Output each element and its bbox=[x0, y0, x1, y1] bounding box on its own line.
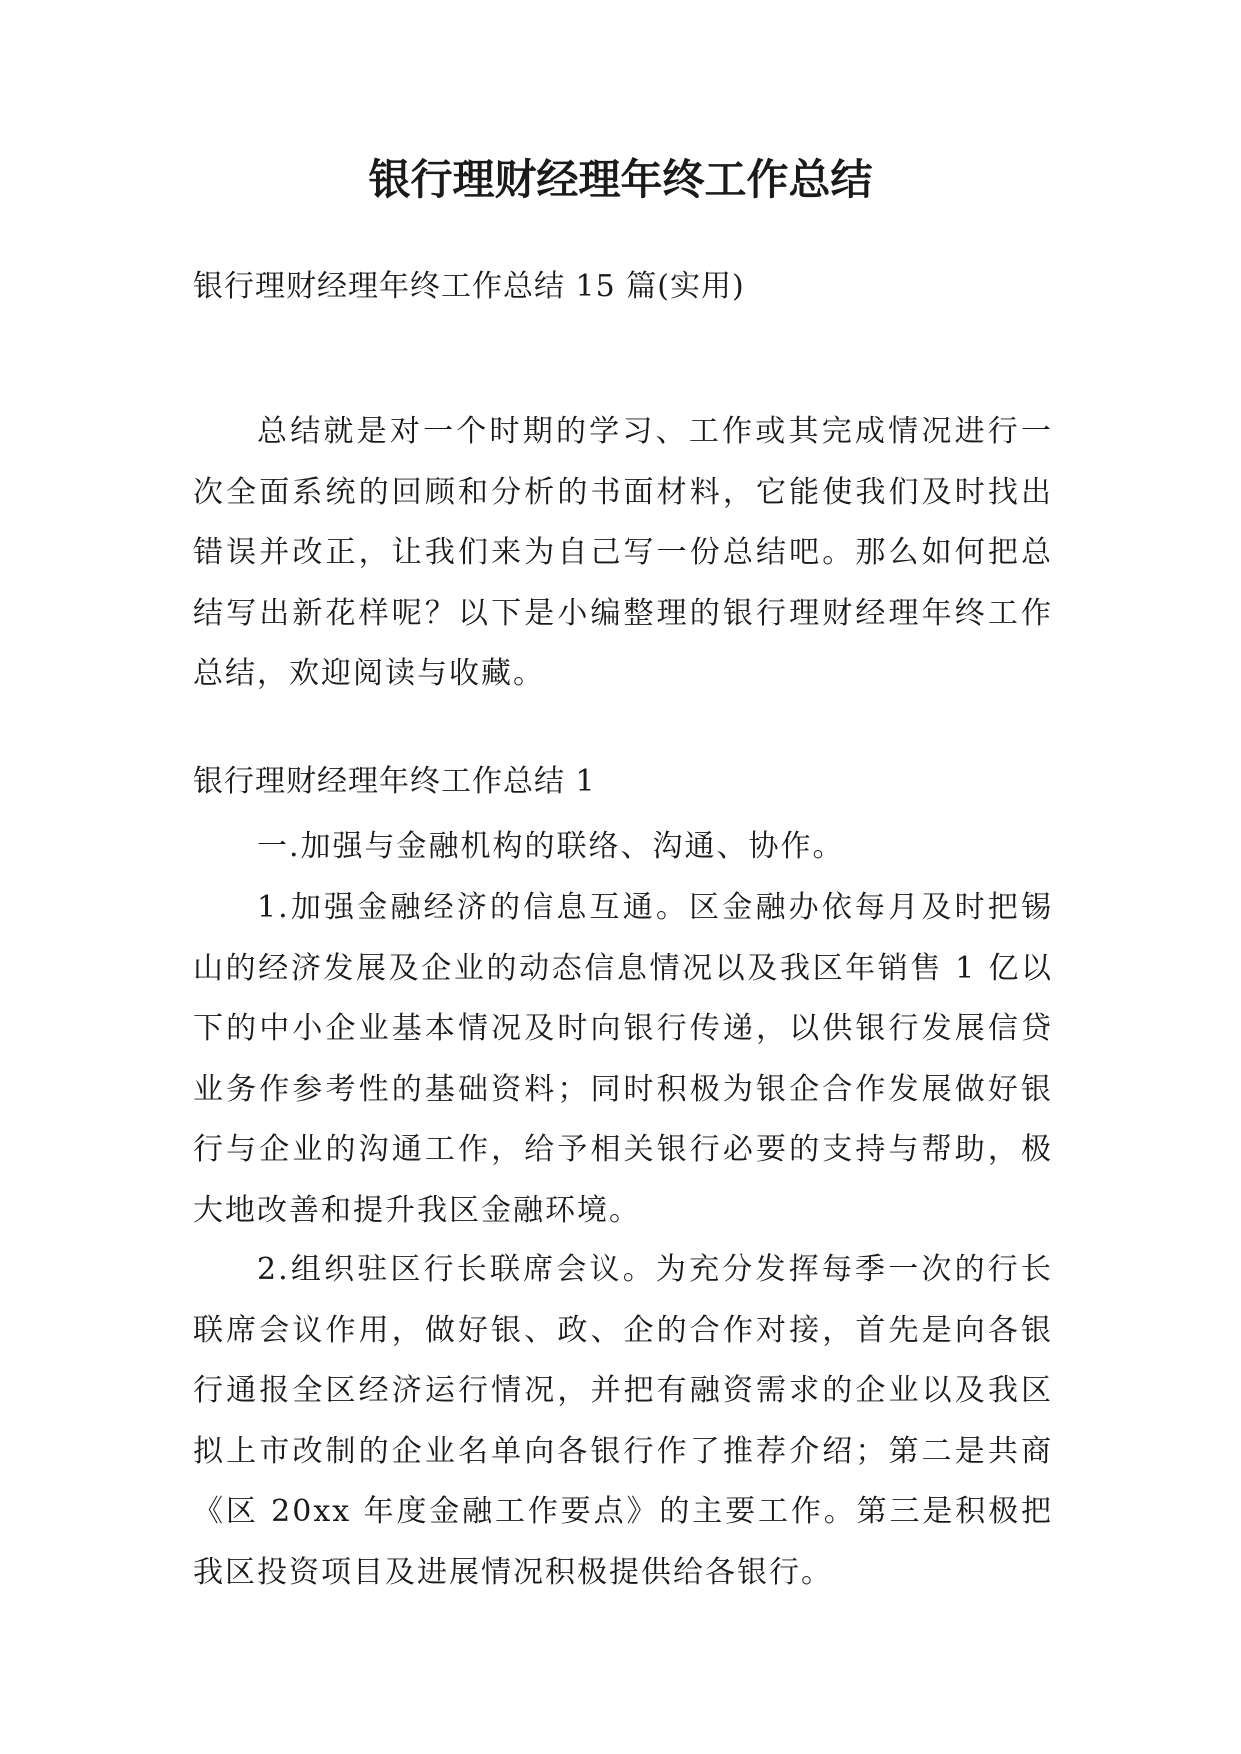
section-heading: 银行理财经理年终工作总结 1 bbox=[193, 764, 596, 799]
document-subtitle: 银行理财经理年终工作总结 15 篇(实用) bbox=[193, 269, 745, 304]
item-paragraph-1: 1.加强金融经济的信息互通。区金融办依每月及时把锡山的经济发展及企业的动态信息情况以及我区年销售 1 亿以下的中小企业基本情况及时向银行传递，以供银行发展信贷业务作参考性的基础资料；同时积极为银企合作发展做好银行与企业的沟通工作，给予相关银行必要的支持与帮助，极大地改善和提升我区金融环境。 bbox=[193, 890, 1053, 1228]
item-paragraph-2: 2.组织驻区行长联席会议。为充分发挥每季一次的行长联席会议作用，做好银、政、企的合作对接，首先是向各银行通报全区经济运行情况，并把有融资需求的企业以及我区拟上市改制的企业名单向各银行作了推荐介绍；第二是共商《区 20xx 年度金融工作要点》的主要工作。第三是积极把我区投资项目及进展情况积极提供给各银行。 bbox=[193, 1252, 1053, 1590]
document-title: 银行理财经理年终工作总结 bbox=[368, 155, 873, 204]
point-heading: 一.加强与金融机构的联络、沟通、协作。 bbox=[257, 829, 845, 864]
intro-paragraph: 总结就是对一个时期的学习、工作或其完成情况进行一次全面系统的回顾和分析的书面材料，它能使我们及时找出错误并改正，让我们来为自己写一份总结吧。那么如何把总结写出新花样呢？以下是小编整理的银行理财经理年终工作总结，欢迎阅读与收藏。 bbox=[193, 414, 1053, 691]
